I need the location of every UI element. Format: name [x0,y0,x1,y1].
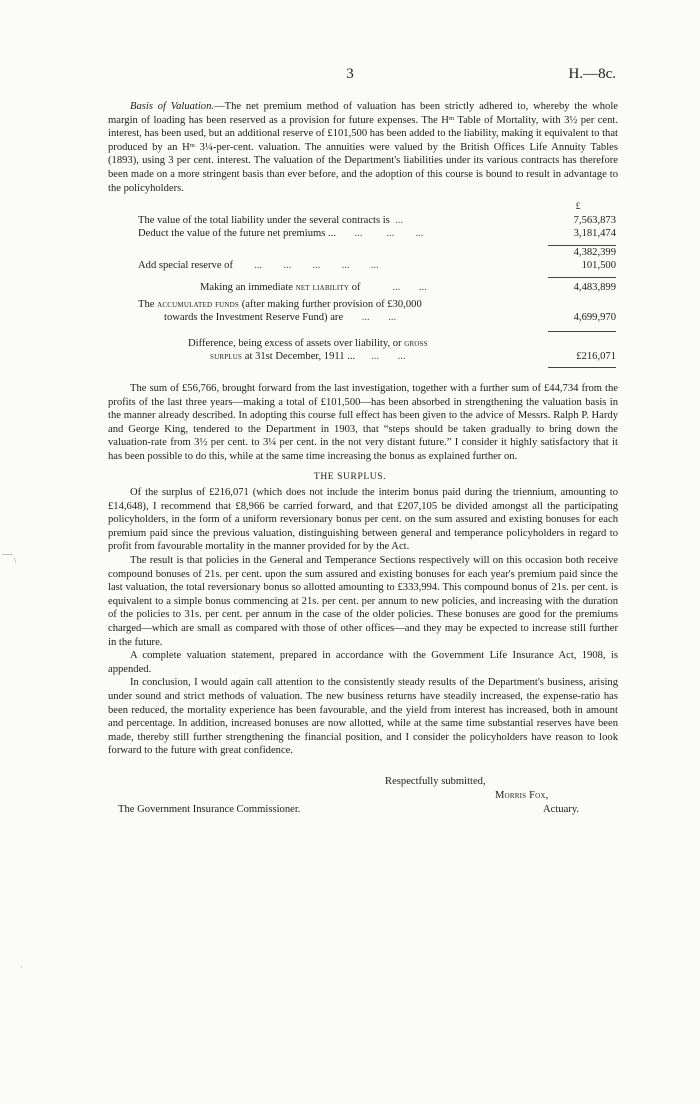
net-liability-prefix: Making an immediate [200,281,293,293]
net-liability-suffix: of [351,281,361,293]
special-reserve-label: Add special reserve of [138,260,234,272]
margin-mark-tick: \ [14,556,17,565]
net-rule [548,277,616,278]
signatory-name: Morris Fox, [495,790,549,801]
basis-of-valuation-paragraph [108,100,618,195]
funds-post: (after making further provision of £30,000 [241,298,422,310]
currency-symbol: £ [575,201,581,211]
sum-text: The sum of £56,766, brought forward from the last investigation, together with a further sum of £44,734 from the profits of the last three years—making a total of £101,500—has been absorbed in strengthening the valuation basis in the manner already described. In adopting this course full effect has been given to the advice of Messrs. Ralph P. Hardy and George King, tendered to the Department in 1903, that “steps should be taken gradually to bring down the valuation-rate from 3½ per cent. to 3¼ per cent. in the not very distant future.” I consider it highly satisfactory that it has been possible to do this, while at the same time increasing the bonus as explained further on. [108,383,618,462]
valuation-table: £ The value of the total liability under the several contracts is ... 7,563,873 Deduct the value of the future net premiums ... ... ... ... 3,181,474 4,382,399 Add special reserve of ... ... ... ... ... 101,500 Making an immediate net liability of ... ... 4,483,899 The accumulated funds (after making further provision of £30,000 towards the Investment Reserve Fund) are ... ... 4,699,970 Difference, being excess of assets over liability, or gross surplus at 31st December, 1911 ... ... ... £216,071 [138,200,616,368]
surplus-caps2: surplus [210,351,243,363]
margin-mark: — [2,548,13,560]
surplus-section [108,486,618,758]
surplus-line1: Difference, being excess of assets over liability, or [188,337,402,349]
surplus-heading: THE SURPLUS. [313,472,387,482]
special-reserve-value: 101,500 [581,260,616,272]
subtotal-value: 4,382,399 [573,246,616,258]
funds-value: 4,699,970 [573,312,616,324]
signatory-title: Actuary. [543,804,580,815]
margin-dot: · [20,963,23,972]
surplus-paragraph: Of the surplus of £216,071 (which does not include the interim bonus paid during the triennium, amounting to £14,648), I recommend that £8,966 be carried forward, and that £207,105 be divided amongst all the participating policyholders, in the form of a uniform reversionary bonus per cent. on the sum assured and existing bonuses for each premium paid since the previous valuation, distinguishing between general and temperance policyholders in regard to profit from favourable mortality in the manner provided for by the Act. [108,487,618,553]
net-liability-caps: net liability [295,281,350,293]
funds-caps: accumulated funds [157,298,240,310]
conclusion-paragraph: In conclusion, I would again call attention to the consistently steady results of the Department's business, arising under sound and strict methods of valuation. The new business returns have steadily increased, the expense-ratio has been reduced, the mortality experience has been favourable, and the yield from interest has increased, both in amount and percentage. In addition, increased bonuses are now allotted, while at the same time substantial reserves have been made, thereby still further strengthening the financial position, and I consider the policyholders have reason to look forward to the future with great confidence. [108,677,618,757]
funds-line2: towards the Investment Reserve Fund) are [164,312,344,324]
closing-line: Respectfully submitted, [385,776,486,787]
surplus-rule [548,331,616,332]
surplus-value: £216,071 [576,351,616,363]
total-liability-label: The value of the total liability under the several contracts is [138,214,390,226]
basis-title: Basis of Valuation. [130,101,215,112]
page-number: 3 [346,66,354,82]
statement-paragraph: A complete valuation statement, prepared in accordance with the Government Life Insurance Act, 1908, is appended. [108,650,618,675]
surplus-caps1: gross [404,337,428,349]
surplus-line2: at 31st December, 1911 ... [244,351,356,363]
funds-pre: The [138,298,155,310]
addressee: The Government Insurance Commissioner. [118,804,301,815]
result-paragraph: The result is that policies in the General and Temperance Sections respectively will on this occasion both receive compound bonuses of 21s. per cent. upon the sum assured and existing bonuses for each year's premium paid since the last valuation, the total reversionary bonus so allotted amounting to £333,994. This compound bonus of 21s. per cent. is equivalent to a simple bonus commencing at 21s. per cent. per annum to new policies, and increasing with the duration of the policies to 31s. per cent. per annum in the case of the older policies. These bonuses are good for the premiums charged—which are small as compared with those of other offices—and they may be expected to increase still further in the future. [108,554,618,648]
document-reference: H.—8c. [568,66,616,82]
sum-paragraph [108,382,618,464]
surplus-underline [548,367,616,368]
basis-text: —The net premium method of valuation has been strictly adhered to, whereby the whole margin of loading has been reserved as a provision for future expenses. The Hᵐ Table of Mortality, with 3½ per cent. interest, has been used, but an additional reserve of £101,500 has been added to the liability, making it equivalent to that produced by an Hᵐ 3¼-per-cent. valuation. The annuities were valued by the British Offices Life Annuity Tables (1893), using 3 per cent. interest. The valuation of the Department's liabilities under its various contracts has therefore been made on a more stringent basis than ever before, and the adoption of this course is bound to result in advantage to the policyholders. [108,101,618,194]
future-premiums-value: 3,181,474 [573,228,616,240]
total-liability-value: 7,563,873 [573,214,616,226]
net-liability-value: 4,483,899 [573,281,616,293]
future-premiums-label: Deduct the value of the future net premiums ... [138,228,336,240]
